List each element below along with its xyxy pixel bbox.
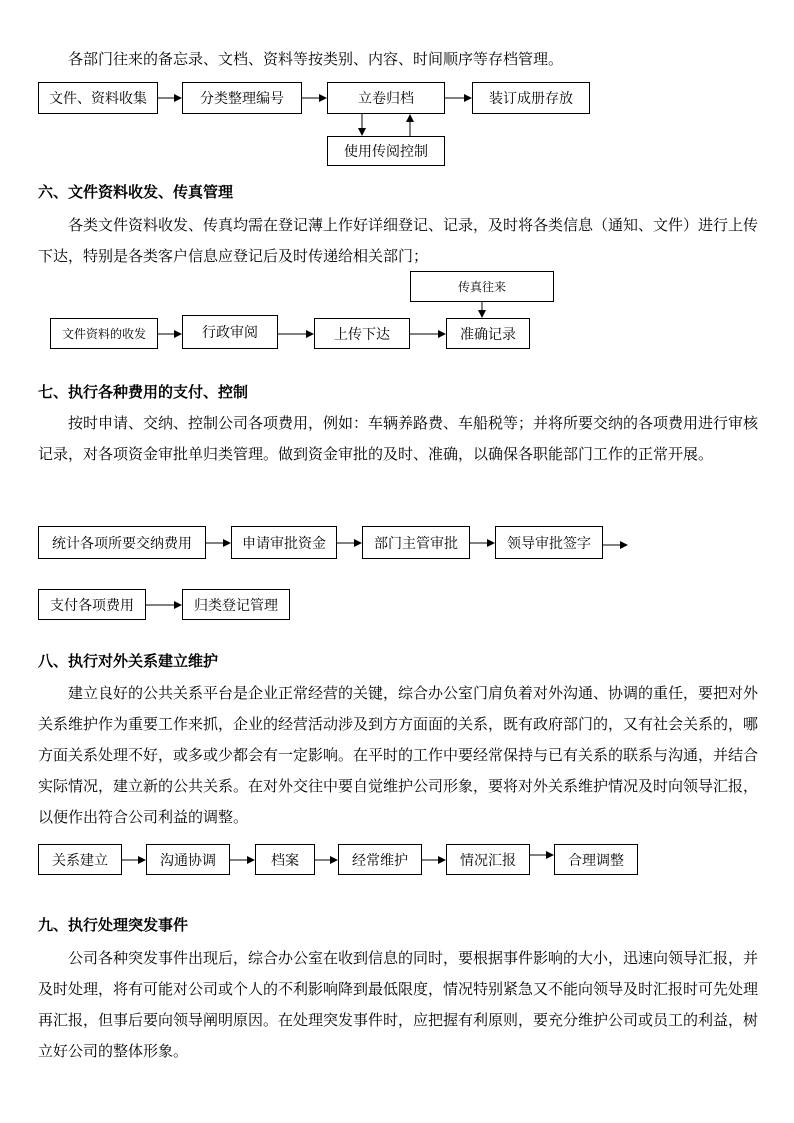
section-8-title: 八、执行对外关系建立维护 bbox=[38, 652, 219, 670]
section-7-paragraph: 按时申请、交纳、控制公司各项费用，例如：车辆养路费、车船税等；并将所要交纳的各项费用进行审核记录，对各项资金审批单归类管理。做到资金审批的及时、准确，以确保各职能部门工作的正常开展。 bbox=[38, 414, 759, 463]
flow1-box-archive: 立卷归档 bbox=[327, 82, 445, 114]
s7-box-dept-approval: 部门主管审批 bbox=[362, 526, 470, 559]
section-9-title: 九、执行处理突发事件 bbox=[38, 916, 189, 934]
s6-box-receive: 文件资料的收发 bbox=[50, 318, 158, 349]
s8-box-report: 情况汇报 bbox=[446, 844, 530, 875]
s7-box-apply: 申请审批资金 bbox=[231, 526, 337, 559]
s8-box-file: 档案 bbox=[255, 844, 315, 875]
section-6-paragraph: 各类文件资料收发、传真均需在登记薄上作好详细登记、记录，及时将各类信息（通知、文件）进行上传下达，特别是各类客户信息应登记后及时传递给相关部门； bbox=[38, 216, 759, 265]
flow1-box-classify: 分类整理编号 bbox=[182, 82, 302, 114]
s6-box-transmit: 上传下达 bbox=[314, 318, 410, 349]
intro-paragraph: 各部门往来的备忘录、文档、资料等按类别、内容、时间顺序等存档管理。 bbox=[68, 50, 564, 68]
flow1-box-circulate: 使用传阅控制 bbox=[327, 136, 445, 166]
s7-box-pay: 支付各项费用 bbox=[38, 589, 146, 620]
s6-box-fax: 传真往来 bbox=[410, 271, 554, 302]
s7-box-statistics: 统计各项所要交纳费用 bbox=[38, 526, 206, 559]
flow1-box-collect: 文件、资料收集 bbox=[38, 82, 158, 114]
s6-box-record: 准确记录 bbox=[446, 318, 530, 349]
s7-box-register: 归类登记管理 bbox=[182, 589, 290, 620]
section-7-title: 七、执行各种费用的支付、控制 bbox=[38, 383, 249, 401]
s8-box-communicate: 沟通协调 bbox=[146, 844, 230, 875]
section-9-paragraph: 公司各种突发事件出现后，综合办公室在收到信息的同时，要根据事件影响的大小，迅速向领导汇报，并及时处理，将有可能对公司或个人的不利影响降到最低限度，情况特别紧急又不能向领导及时汇报时可先处理再汇报，但事后要向领导阐明原因。在处理突发事件时，应把握有利原则，要充分维护公司或员工的利益，树立好公司的整体形象。 bbox=[38, 949, 759, 1060]
section-6-title: 六、文件资料收发、传真管理 bbox=[38, 183, 234, 201]
s8-box-establish: 关系建立 bbox=[38, 844, 122, 875]
s8-box-adjust: 合理调整 bbox=[554, 844, 638, 875]
s7-box-leader-sign: 领导审批签字 bbox=[495, 526, 603, 559]
s8-box-maintain: 经常维护 bbox=[338, 844, 422, 875]
flow1-box-bind: 装订成册存放 bbox=[472, 82, 590, 114]
section-8-paragraph: 建立良好的公共关系平台是企业正常经营的关键，综合办公室门肩负着对外沟通、协调的重任，要把对外关系维护作为重要工作来抓，企业的经营活动涉及到方方面面的关系，既有政府部门的，又有社会关系的，哪方面关系处理不好，或多或少都会有一定影响。在平时的工作中要经常保持与已有关系的联系与沟通，并结合实际情况，建立新的公共关系。在对外交往中要自觉维护公司形象，要将对外关系维护情况及时向领导汇报，以便作出符合公司利益的调整。 bbox=[38, 684, 759, 826]
s6-box-review: 行政审阅 bbox=[182, 315, 278, 349]
